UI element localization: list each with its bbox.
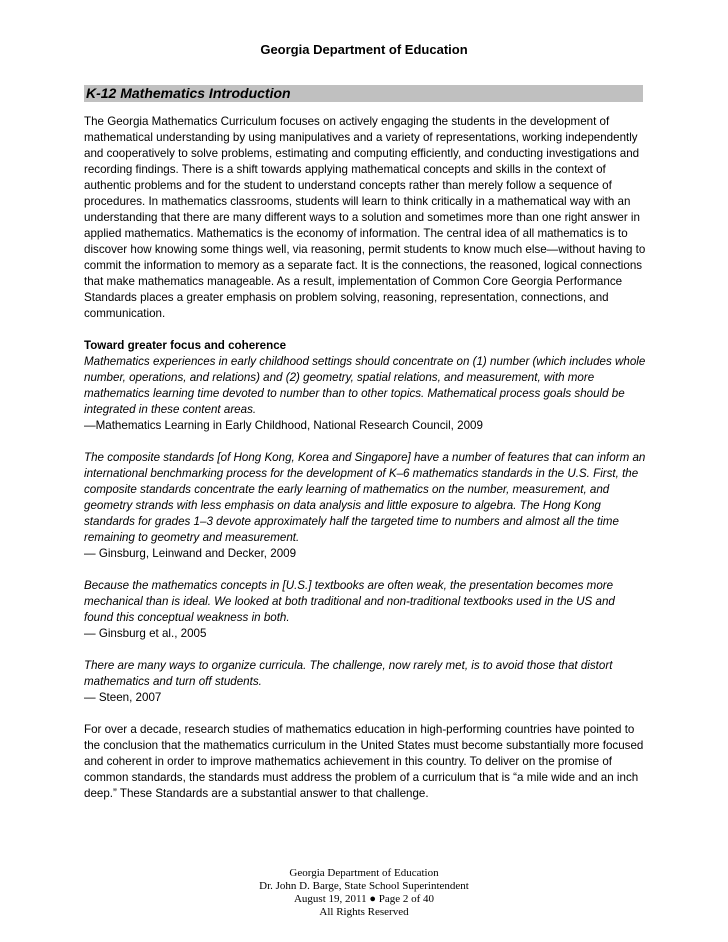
quote-block-hong-kong [84, 450, 646, 562]
section-title: K-12 Mathematics Introduction [86, 85, 291, 101]
page-header-title: Georgia Department of Education [260, 42, 468, 57]
quote-attribution: — Ginsburg, Leinwand and Decker, 2009 [84, 547, 297, 560]
quote-attribution: — Ginsburg et al., 2005 [84, 627, 207, 640]
quote-text: The composite standards [of Hong Kong, Korea and Singapore] have a number of features that can inform an international benchmarking process for the development of K–6 mathematics standards in the U.S. First, the composite standards concentrate the early learning of mathematics on the number, measurement, and geometry strands with less emphasis on data analysis and little exposure to algebra. The Hong Kong standards for grades 1–3 devote approximately half the targeted time to numbers and almost all the time remaining to geometry and measurement. [84, 451, 646, 544]
quote-block-textbooks [84, 578, 646, 642]
quote-text: There are many ways to organize curricula. The challenge, now rarely met, is to avoid those that distort mathematics and turn off students. [84, 659, 613, 688]
intro-paragraph: The Georgia Mathematics Curriculum focuses on actively engaging the students in the development of mathematical understanding by using manipulatives and a variety of representations, working independently and cooperatively to solve problems, estimating and computing efficiently, and conducting investigations and recording findings. There is a shift towards applying mathematical concepts and skills in the context of authentic problems and for the student to understand concepts rather than merely follow a sequence of procedures. In mathematics classrooms, students will learn to think critically in a mathematical way with an understanding that there are many different ways to a solution and sometimes more than one right answer in applied mathematics. Mathematics is the economy of information. The central idea of all mathematics is to discover how knowing some things well, via reasoning, permit students to know much else—without having to commit the information to memory as a separate fact. It is the connections, the reasoned, logical connections that make mathematics manageable. As a result, implementation of Common Core Georgia Performance Standards places a greater emphasis on problem solving, reasoning, representation, connections, and communication. [84, 115, 646, 320]
focus-quote: Mathematics experiences in early childhood settings should concentrate on (1) number (which includes whole number, operations, and relations) and (2) geometry, spatial relations, and measurement, with more mathematics learning time devoted to number than to other topics. Mathematical process goals should be integrated in these content areas. [84, 355, 646, 416]
footer-org: Georgia Department of Education [289, 867, 439, 879]
quote-attribution: — Steen, 2007 [84, 691, 162, 704]
document-body [84, 114, 646, 818]
focus-attribution: —Mathematics Learning in Early Childhood, National Research Council, 2009 [84, 419, 483, 432]
focus-block [84, 338, 646, 434]
focus-heading: Toward greater focus and coherence [84, 339, 287, 352]
quote-text: Because the mathematics concepts in [U.S.] textbooks are often weak, the presentation becomes more mechanical than is ideal. We looked at both traditional and non-traditional textbooks used in the US and found this conceptual weakness in both. [84, 579, 615, 624]
footer-date-page: August 19, 2011 ● Page 2 of 40 [293, 893, 435, 905]
page-footer [0, 867, 728, 919]
footer-rights: All Rights Reserved [319, 906, 409, 918]
footer-superintendent: Dr. John D. Barge, State School Superintendent [259, 880, 469, 892]
section-heading-bar [84, 85, 643, 102]
closing-paragraph: For over a decade, research studies of mathematics education in high-performing countries have pointed to the conclusion that the mathematics curriculum in the United States must become substantially more focused and coherent in order to improve mathematics achievement in this country. To deliver on the promise of common standards, the standards must address the problem of a curriculum that is “a mile wide and an inch deep.” These Standards are a substantial answer to that challenge. [84, 723, 644, 800]
quote-block-curricula [84, 658, 646, 706]
